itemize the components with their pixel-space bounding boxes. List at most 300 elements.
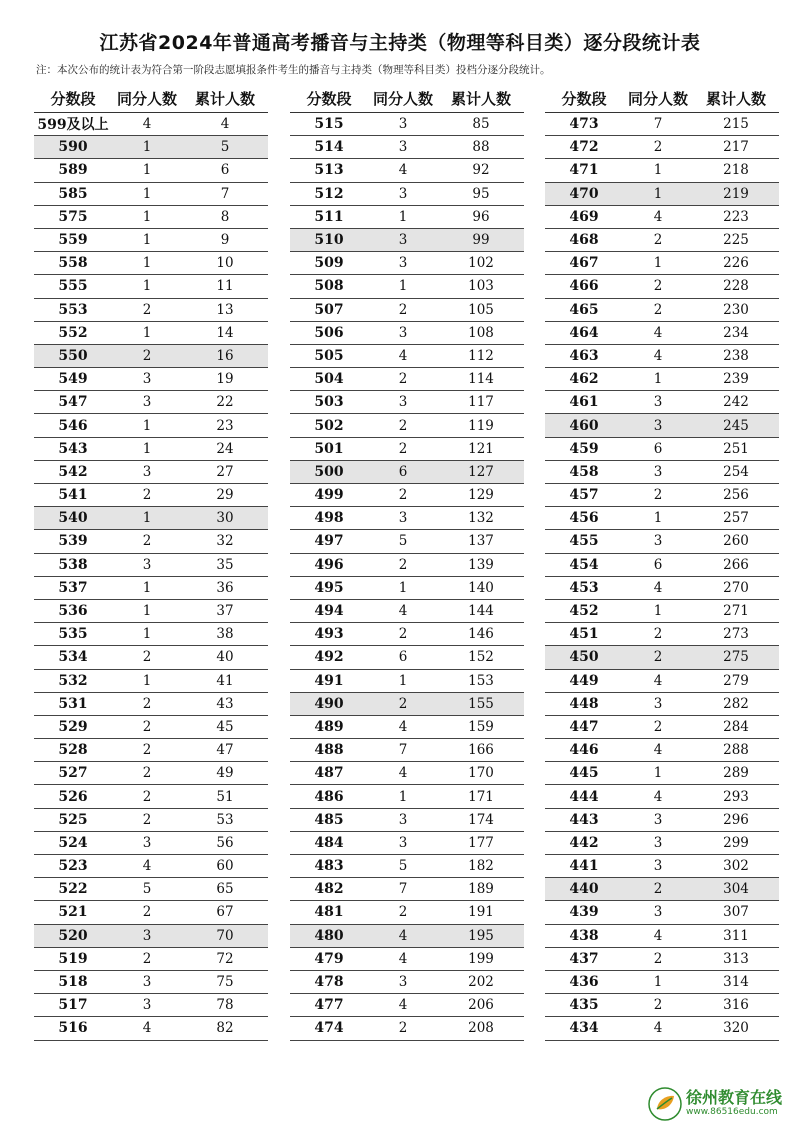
cumulative-cell: 102 xyxy=(468,255,494,272)
score-cell: 483 xyxy=(314,858,344,875)
same-count-cell: 3 xyxy=(653,417,663,434)
score-cell: 447 xyxy=(569,718,599,735)
table-row xyxy=(545,275,779,298)
same-count-cell: 2 xyxy=(398,556,408,573)
score-cell: 524 xyxy=(58,834,88,851)
score-cell: 436 xyxy=(569,974,599,991)
table-row xyxy=(545,693,779,716)
cumulative-cell: 304 xyxy=(723,881,749,898)
same-count-cell: 2 xyxy=(398,440,408,457)
table-row xyxy=(545,484,779,507)
table-row xyxy=(545,461,779,484)
same-count-cell: 3 xyxy=(653,904,663,921)
same-count-cell: 2 xyxy=(142,301,152,318)
cumulative-cell: 307 xyxy=(723,904,749,921)
table-row xyxy=(290,925,524,948)
cumulative-cell: 7 xyxy=(220,185,230,202)
same-count-cell: 2 xyxy=(653,718,663,735)
same-count-cell: 3 xyxy=(398,185,408,202)
cumulative-cell: 284 xyxy=(723,718,749,735)
same-count-cell: 1 xyxy=(142,440,152,457)
table-row xyxy=(545,925,779,948)
table-row xyxy=(290,693,524,716)
same-count-cell: 1 xyxy=(142,510,152,527)
same-count-cell: 2 xyxy=(142,950,152,967)
table-row xyxy=(545,322,779,345)
cumulative-cell: 299 xyxy=(723,834,749,851)
same-count-cell: 1 xyxy=(653,974,663,991)
same-count-cell: 3 xyxy=(398,811,408,828)
score-cell: 495 xyxy=(314,579,344,596)
table-row xyxy=(545,252,779,275)
cumulative-cell: 288 xyxy=(723,742,749,759)
logo-url: www.86516edu.com xyxy=(686,1107,778,1117)
table-row xyxy=(290,623,524,646)
table-row xyxy=(34,206,268,229)
same-count-cell: 1 xyxy=(142,232,152,249)
same-count-cell: 1 xyxy=(142,185,152,202)
cumulative-cell: 208 xyxy=(468,1020,494,1037)
table-row xyxy=(290,322,524,345)
same-count-cell: 4 xyxy=(398,765,408,782)
same-count-cell: 1 xyxy=(142,672,152,689)
score-cell: 470 xyxy=(569,185,599,202)
same-count-cell: 3 xyxy=(653,858,663,875)
score-cell: 522 xyxy=(58,881,88,898)
same-count-cell: 2 xyxy=(653,626,663,643)
cumulative-cell: 171 xyxy=(468,788,494,805)
same-count-cell: 7 xyxy=(398,742,408,759)
table-row xyxy=(290,554,524,577)
same-count-cell: 3 xyxy=(653,811,663,828)
table-row xyxy=(545,948,779,971)
same-count-cell: 2 xyxy=(142,487,152,504)
same-count-cell: 4 xyxy=(653,1020,663,1037)
table-row xyxy=(545,716,779,739)
table-row xyxy=(545,136,779,159)
table-row xyxy=(545,391,779,414)
score-cell: 471 xyxy=(569,162,599,179)
same-count-cell: 3 xyxy=(653,695,663,712)
score-cell: 498 xyxy=(314,510,344,527)
cumulative-cell: 313 xyxy=(723,950,749,967)
cumulative-cell: 51 xyxy=(216,788,234,805)
score-cell: 536 xyxy=(58,603,88,620)
same-count-cell: 4 xyxy=(142,858,152,875)
same-count-cell: 1 xyxy=(653,255,663,272)
same-count-cell: 1 xyxy=(142,579,152,596)
table-row xyxy=(545,994,779,1017)
cumulative-cell: 88 xyxy=(472,139,490,156)
cumulative-cell: 256 xyxy=(723,487,749,504)
score-cell: 472 xyxy=(569,139,599,156)
score-cell: 539 xyxy=(58,533,88,550)
same-count-cell: 6 xyxy=(398,649,408,666)
table-row xyxy=(545,901,779,924)
table-header xyxy=(34,84,268,113)
score-cell: 486 xyxy=(314,788,344,805)
same-count-cell: 2 xyxy=(142,788,152,805)
table-row xyxy=(34,484,268,507)
score-cell: 481 xyxy=(314,904,344,921)
table-row xyxy=(290,809,524,832)
table-row xyxy=(34,530,268,553)
score-cell: 512 xyxy=(314,185,344,202)
table-row xyxy=(290,901,524,924)
table-row xyxy=(34,646,268,669)
cumulative-cell: 139 xyxy=(468,556,494,573)
cumulative-cell: 11 xyxy=(216,278,234,295)
table-row xyxy=(545,809,779,832)
score-cell: 506 xyxy=(314,324,344,341)
same-count-cell: 4 xyxy=(398,927,408,944)
cumulative-cell: 38 xyxy=(216,626,234,643)
same-count-cell: 2 xyxy=(398,301,408,318)
cumulative-cell: 223 xyxy=(723,208,749,225)
table-row xyxy=(545,113,779,136)
score-cell: 455 xyxy=(569,533,599,550)
table-row xyxy=(290,1017,524,1040)
score-cell: 452 xyxy=(569,603,599,620)
same-count-cell: 3 xyxy=(653,533,663,550)
same-count-cell: 2 xyxy=(398,904,408,921)
score-cell: 497 xyxy=(314,533,344,550)
same-count-cell: 2 xyxy=(142,742,152,759)
table-row xyxy=(290,716,524,739)
table-row xyxy=(545,507,779,530)
score-cell: 502 xyxy=(314,417,344,434)
cumulative-cell: 257 xyxy=(723,510,749,527)
table-row xyxy=(34,971,268,994)
same-count-cell: 3 xyxy=(142,997,152,1014)
cumulative-cell: 266 xyxy=(723,556,749,573)
cumulative-cell: 47 xyxy=(216,742,234,759)
score-cell: 444 xyxy=(569,788,599,805)
cumulative-cell: 239 xyxy=(723,371,749,388)
table-row xyxy=(545,1017,779,1040)
same-count-cell: 1 xyxy=(142,324,152,341)
cumulative-cell: 270 xyxy=(723,579,749,596)
same-count-cell: 4 xyxy=(653,579,663,596)
cumulative-cell: 191 xyxy=(468,904,494,921)
same-count-cell: 2 xyxy=(142,904,152,921)
cumulative-cell: 273 xyxy=(723,626,749,643)
same-count-cell: 7 xyxy=(398,881,408,898)
header-cumulative: 累计人数 xyxy=(450,89,511,108)
score-cell: 507 xyxy=(314,301,344,318)
same-count-cell: 3 xyxy=(142,463,152,480)
cumulative-cell: 271 xyxy=(723,603,749,620)
score-cell: 575 xyxy=(58,208,88,225)
cumulative-cell: 159 xyxy=(468,718,494,735)
same-count-cell: 2 xyxy=(398,417,408,434)
score-cell: 526 xyxy=(58,788,88,805)
same-count-cell: 5 xyxy=(398,533,408,550)
score-cell: 478 xyxy=(314,974,344,991)
same-count-cell: 1 xyxy=(398,788,408,805)
cumulative-cell: 75 xyxy=(216,974,234,991)
cumulative-cell: 302 xyxy=(723,858,749,875)
cumulative-cell: 99 xyxy=(472,232,490,249)
table-row xyxy=(545,762,779,785)
cumulative-cell: 182 xyxy=(468,858,494,875)
cumulative-cell: 152 xyxy=(468,649,494,666)
table-row xyxy=(34,809,268,832)
cumulative-cell: 146 xyxy=(468,626,494,643)
page-title: 江苏省2024年普通高考播音与主持类（物理等科目类）逐分段统计表 xyxy=(99,32,701,54)
table-row xyxy=(290,206,524,229)
same-count-cell: 3 xyxy=(142,371,152,388)
score-cell: 552 xyxy=(58,324,88,341)
cumulative-cell: 117 xyxy=(468,394,494,411)
score-cell: 518 xyxy=(58,974,88,991)
table-row xyxy=(34,183,268,206)
cumulative-cell: 311 xyxy=(723,927,749,944)
table-row xyxy=(290,368,524,391)
score-cell: 599及以上 xyxy=(37,117,109,134)
same-count-cell: 4 xyxy=(398,950,408,967)
header-score: 分数段 xyxy=(561,89,607,108)
score-cell: 484 xyxy=(314,834,344,851)
table-row xyxy=(290,832,524,855)
cumulative-cell: 70 xyxy=(216,927,234,944)
score-cell: 494 xyxy=(314,603,344,620)
cumulative-cell: 36 xyxy=(216,579,234,596)
cumulative-cell: 219 xyxy=(723,185,749,202)
same-count-cell: 3 xyxy=(398,510,408,527)
cumulative-cell: 314 xyxy=(723,974,749,991)
same-count-cell: 4 xyxy=(142,116,152,133)
same-count-cell: 1 xyxy=(142,255,152,272)
same-count-cell: 4 xyxy=(653,788,663,805)
cumulative-cell: 217 xyxy=(723,139,749,156)
score-cell: 491 xyxy=(314,672,344,689)
table-row xyxy=(34,159,268,182)
table-row xyxy=(34,785,268,808)
score-cell: 542 xyxy=(58,463,88,480)
table-row xyxy=(34,925,268,948)
score-cell: 500 xyxy=(314,463,344,480)
score-cell: 501 xyxy=(314,440,344,457)
same-count-cell: 1 xyxy=(653,185,663,202)
same-count-cell: 3 xyxy=(398,834,408,851)
score-cell: 479 xyxy=(314,950,344,967)
same-count-cell: 1 xyxy=(398,278,408,295)
table-row xyxy=(545,670,779,693)
score-cell: 549 xyxy=(58,371,88,388)
cumulative-cell: 49 xyxy=(216,765,234,782)
table-row xyxy=(34,229,268,252)
score-cell: 469 xyxy=(569,208,599,225)
header-same-count: 同分人数 xyxy=(372,89,433,108)
same-count-cell: 4 xyxy=(653,742,663,759)
cumulative-cell: 95 xyxy=(472,185,490,202)
score-cell: 540 xyxy=(58,510,88,527)
header-same-count: 同分人数 xyxy=(116,89,177,108)
table-row xyxy=(290,670,524,693)
table-row xyxy=(290,159,524,182)
score-cell: 520 xyxy=(58,927,88,944)
score-cell: 538 xyxy=(58,556,88,573)
cumulative-cell: 85 xyxy=(472,116,490,133)
cumulative-cell: 10 xyxy=(216,255,234,272)
same-count-cell: 2 xyxy=(142,695,152,712)
same-count-cell: 1 xyxy=(398,208,408,225)
same-count-cell: 3 xyxy=(653,834,663,851)
cumulative-cell: 119 xyxy=(468,417,494,434)
same-count-cell: 6 xyxy=(398,463,408,480)
table-row xyxy=(290,577,524,600)
table-row xyxy=(34,739,268,762)
score-cell: 449 xyxy=(569,672,599,689)
cumulative-cell: 140 xyxy=(468,579,494,596)
cumulative-cell: 215 xyxy=(723,116,749,133)
table-row xyxy=(34,878,268,901)
table-row xyxy=(545,206,779,229)
cumulative-cell: 24 xyxy=(216,440,234,457)
score-cell: 553 xyxy=(58,301,88,318)
same-count-cell: 1 xyxy=(142,139,152,156)
score-cell: 489 xyxy=(314,718,344,735)
score-cell: 458 xyxy=(569,463,599,480)
table-row xyxy=(34,901,268,924)
table-row xyxy=(290,971,524,994)
cumulative-cell: 72 xyxy=(216,950,234,967)
score-cell: 493 xyxy=(314,626,344,643)
cumulative-cell: 92 xyxy=(472,162,490,179)
cumulative-cell: 206 xyxy=(468,997,494,1014)
table-row xyxy=(34,507,268,530)
same-count-cell: 2 xyxy=(142,718,152,735)
score-cell: 521 xyxy=(58,904,88,921)
score-cell: 474 xyxy=(314,1020,344,1037)
table-row xyxy=(545,438,779,461)
cumulative-cell: 23 xyxy=(216,417,234,434)
same-count-cell: 2 xyxy=(653,232,663,249)
score-cell: 510 xyxy=(314,232,344,249)
cumulative-cell: 112 xyxy=(468,347,494,364)
table-row xyxy=(290,739,524,762)
table-row xyxy=(34,322,268,345)
table-row xyxy=(545,345,779,368)
cumulative-cell: 43 xyxy=(216,695,234,712)
cumulative-cell: 13 xyxy=(216,301,234,318)
cumulative-cell: 242 xyxy=(723,394,749,411)
score-cell: 589 xyxy=(58,162,88,179)
cumulative-cell: 174 xyxy=(468,811,494,828)
same-count-cell: 7 xyxy=(653,116,663,133)
same-count-cell: 4 xyxy=(398,603,408,620)
score-cell: 439 xyxy=(569,904,599,921)
same-count-cell: 4 xyxy=(398,997,408,1014)
score-cell: 443 xyxy=(569,811,599,828)
same-count-cell: 3 xyxy=(142,834,152,851)
same-count-cell: 2 xyxy=(398,626,408,643)
same-count-cell: 2 xyxy=(142,811,152,828)
cumulative-cell: 282 xyxy=(723,695,749,712)
cumulative-cell: 234 xyxy=(723,324,749,341)
same-count-cell: 3 xyxy=(398,116,408,133)
cumulative-cell: 67 xyxy=(216,904,234,921)
score-cell: 440 xyxy=(569,881,599,898)
table-header xyxy=(290,84,524,113)
score-cell: 451 xyxy=(569,626,599,643)
score-cell: 504 xyxy=(314,371,344,388)
score-cell: 450 xyxy=(569,649,599,666)
score-cell: 532 xyxy=(58,672,88,689)
table-row xyxy=(545,739,779,762)
score-cell: 546 xyxy=(58,417,88,434)
cumulative-cell: 37 xyxy=(216,603,234,620)
cumulative-cell: 127 xyxy=(468,463,494,480)
table-row xyxy=(545,577,779,600)
same-count-cell: 3 xyxy=(398,255,408,272)
cumulative-cell: 22 xyxy=(216,394,234,411)
cumulative-cell: 251 xyxy=(723,440,749,457)
same-count-cell: 3 xyxy=(398,232,408,249)
score-cell: 464 xyxy=(569,324,599,341)
cumulative-cell: 78 xyxy=(216,997,234,1014)
score-cell: 438 xyxy=(569,927,599,944)
cumulative-cell: 137 xyxy=(468,533,494,550)
score-cell: 461 xyxy=(569,394,599,411)
cumulative-cell: 65 xyxy=(216,881,234,898)
cumulative-cell: 30 xyxy=(216,510,234,527)
cumulative-cell: 202 xyxy=(468,974,494,991)
score-cell: 485 xyxy=(314,811,344,828)
score-cell: 477 xyxy=(314,997,344,1014)
table-row xyxy=(545,229,779,252)
score-cell: 492 xyxy=(314,649,344,666)
cumulative-cell: 289 xyxy=(723,765,749,782)
score-cell: 465 xyxy=(569,301,599,318)
score-cell: 537 xyxy=(58,579,88,596)
score-cell: 511 xyxy=(314,208,344,225)
same-count-cell: 1 xyxy=(142,626,152,643)
cumulative-cell: 60 xyxy=(216,858,234,875)
score-cell: 513 xyxy=(314,162,344,179)
table-row xyxy=(290,484,524,507)
same-count-cell: 5 xyxy=(398,858,408,875)
cumulative-cell: 45 xyxy=(216,718,234,735)
header-cumulative: 累计人数 xyxy=(194,89,255,108)
same-count-cell: 1 xyxy=(142,417,152,434)
table-row xyxy=(545,554,779,577)
watermark-logo xyxy=(642,1083,792,1127)
score-cell: 547 xyxy=(58,394,88,411)
table-row xyxy=(290,762,524,785)
cumulative-cell: 53 xyxy=(216,811,234,828)
table-row xyxy=(545,646,779,669)
same-count-cell: 4 xyxy=(653,324,663,341)
score-cell: 517 xyxy=(58,997,88,1014)
table-row xyxy=(34,994,268,1017)
same-count-cell: 1 xyxy=(142,603,152,620)
table-row xyxy=(545,971,779,994)
table-row xyxy=(290,252,524,275)
cumulative-cell: 82 xyxy=(216,1020,234,1037)
table-column-3 xyxy=(545,84,779,1041)
score-cell: 528 xyxy=(58,742,88,759)
score-cell: 555 xyxy=(58,278,88,295)
score-cell: 590 xyxy=(58,139,88,156)
table-row xyxy=(290,414,524,437)
score-cell: 541 xyxy=(58,487,88,504)
header-score: 分数段 xyxy=(306,89,352,108)
table-row xyxy=(290,438,524,461)
table-row xyxy=(34,461,268,484)
same-count-cell: 3 xyxy=(142,394,152,411)
